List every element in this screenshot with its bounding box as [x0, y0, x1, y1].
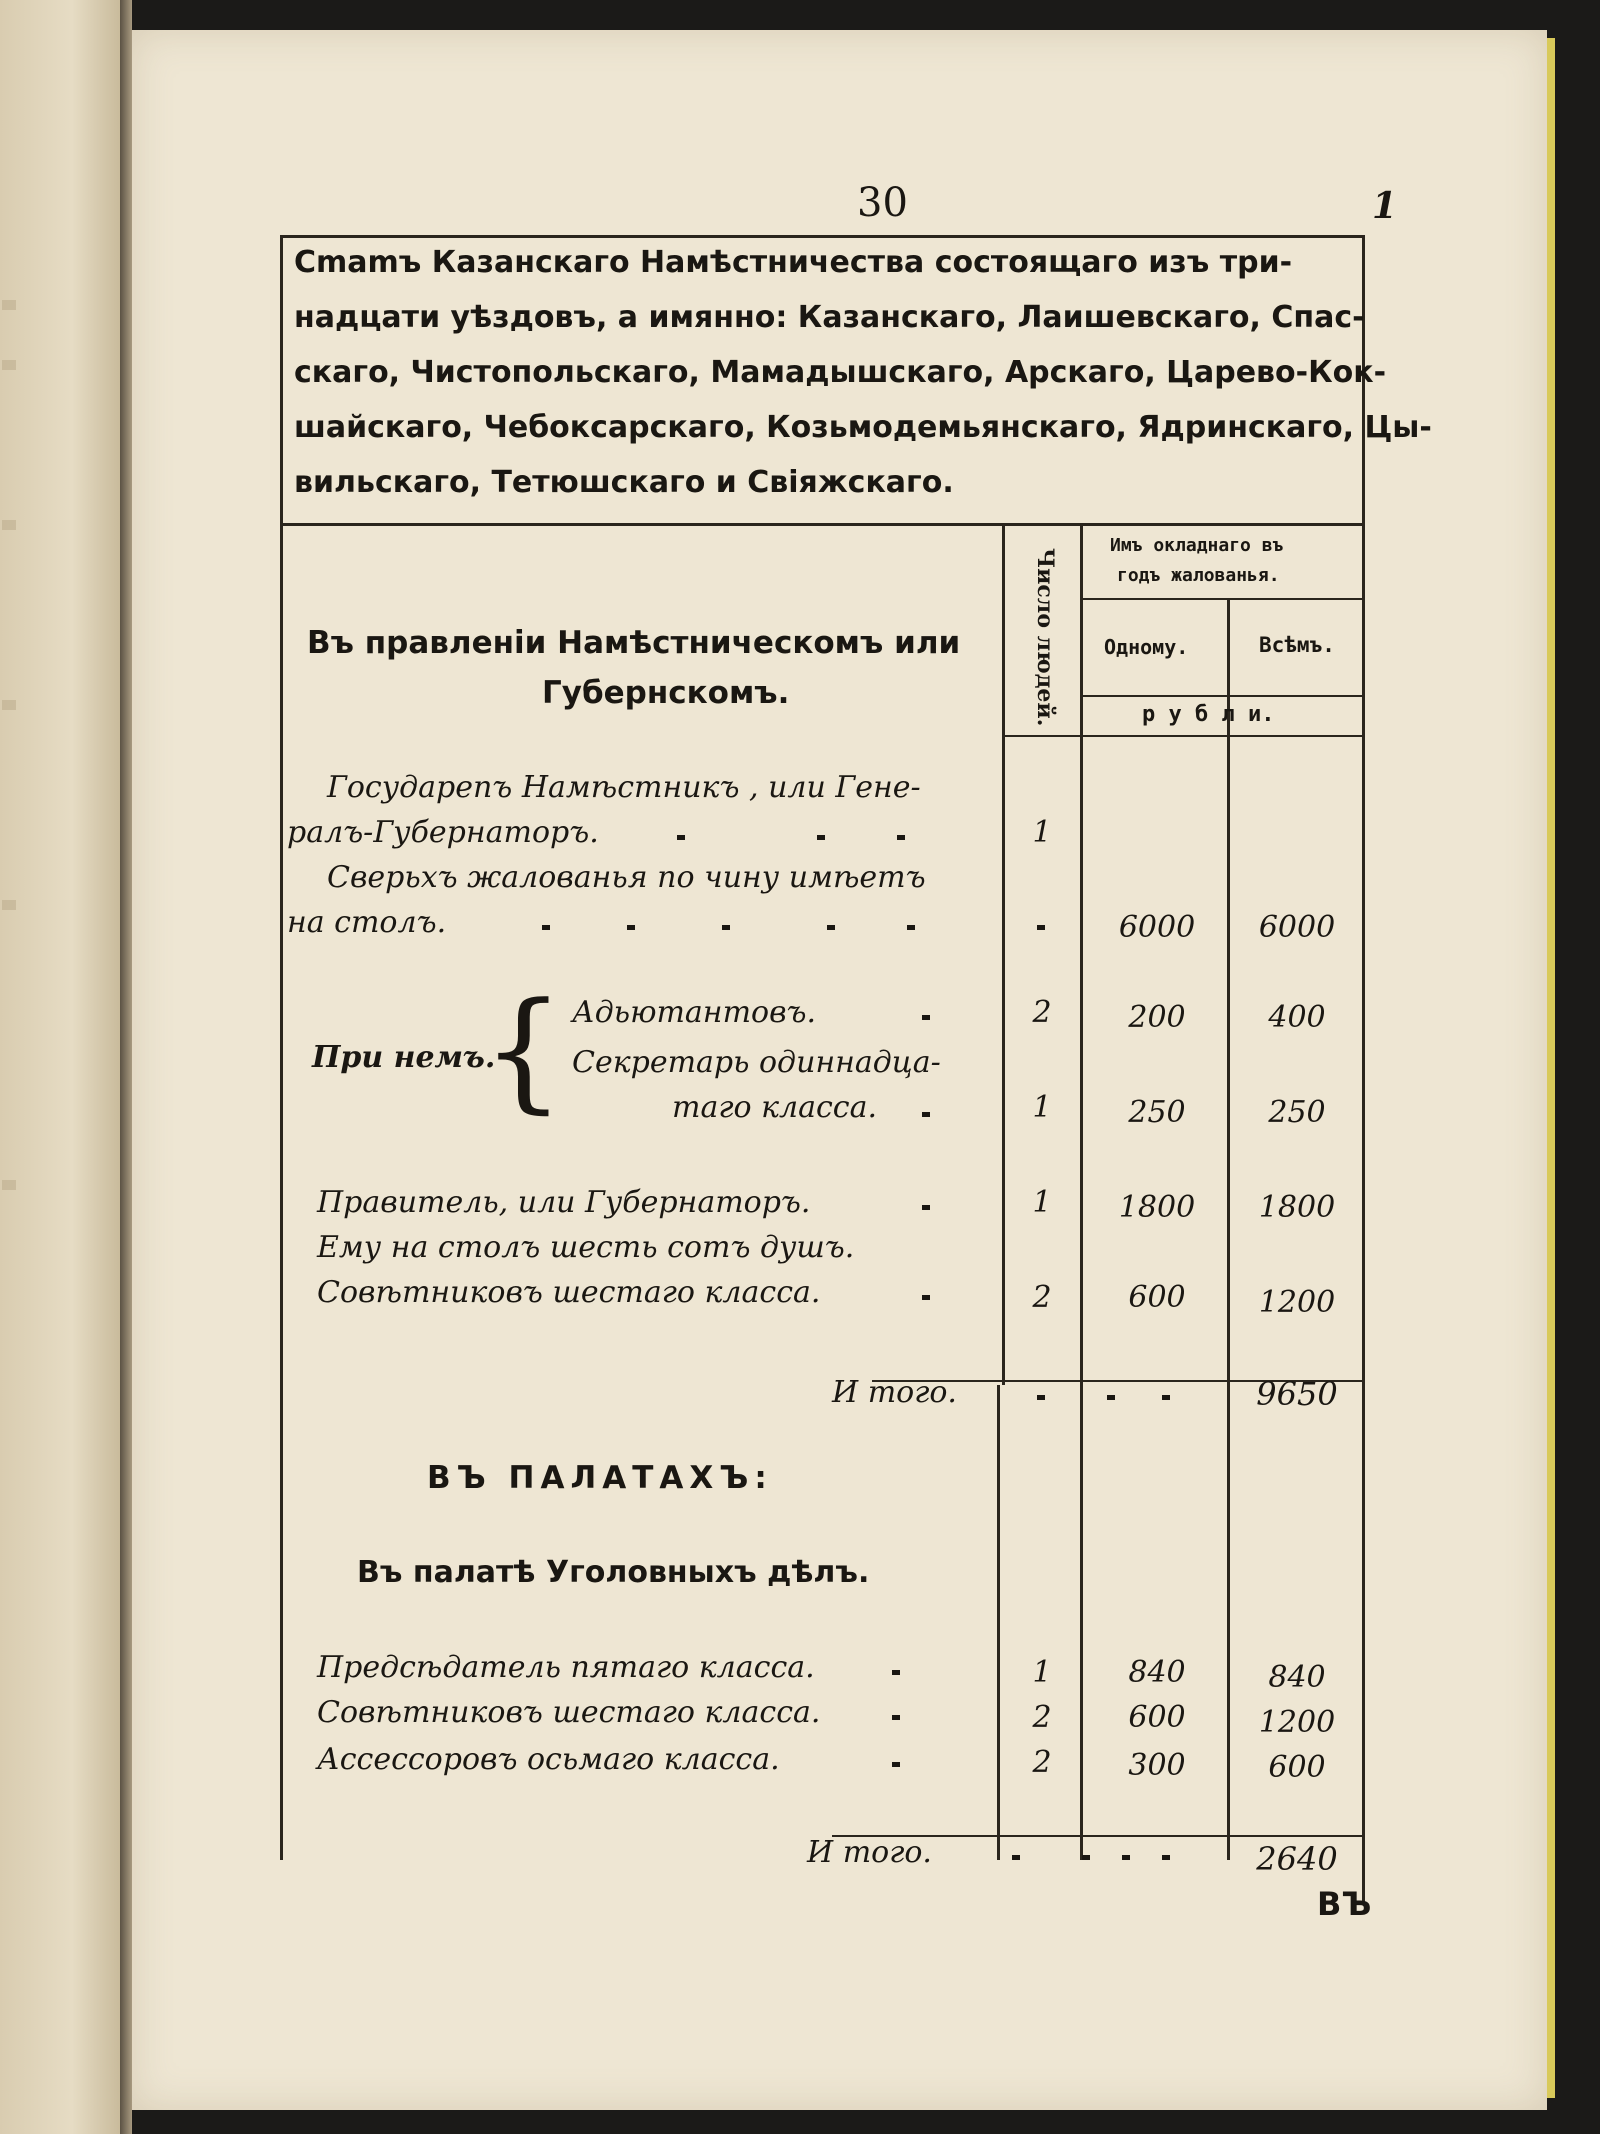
- corner-mark: 1: [1372, 185, 1398, 227]
- total1-label: И того.: [832, 1375, 957, 1410]
- pri-nem-label: При немъ.: [312, 1040, 496, 1075]
- one-col-label: Одному.: [1104, 635, 1189, 659]
- one-col-left: [1080, 525, 1083, 1860]
- title-line-4: шайскаго, Чебоксарскаго, Козьмодемьянскаго, Ядринскаго, Цы-: [294, 410, 1432, 445]
- section1-title-2: Губернскомъ.: [542, 675, 790, 711]
- left-page-edge: [0, 0, 122, 2134]
- row-councillors-one: 600: [1128, 1280, 1186, 1315]
- count-head-rule: [1002, 735, 1082, 737]
- title-line-2: надцати уѣздовъ, а имянно: Казанскаго, Лаишевскаго, Спас-: [294, 300, 1365, 335]
- title-line-5: вильскаго, Тетюшскаго и Свіяжскаго.: [294, 465, 954, 500]
- row-table-allowance-one: 6000: [1118, 910, 1196, 945]
- row-chairman: Предсѣдатель пятаго класса.: [317, 1650, 815, 1685]
- row-secretary-count: 1: [1032, 1090, 1052, 1125]
- table-left-border: [280, 525, 283, 1860]
- row-table-allowance-all: 6000: [1258, 910, 1336, 945]
- row-adjutants: Адьютантовъ.: [572, 995, 817, 1030]
- row-secretary-one: 250: [1128, 1095, 1186, 1130]
- salary-label-1: Имъ окладнаго въ: [1110, 535, 1284, 556]
- row-governor-all: 1800: [1258, 1190, 1336, 1225]
- row-chairman-one: 840: [1128, 1655, 1186, 1690]
- currency-label: р у б л и.: [1142, 702, 1275, 727]
- all-col-left: [1227, 600, 1230, 1860]
- row-governor-general-2: ралъ-Губернаторъ.: [287, 815, 599, 850]
- book-gutter: [120, 0, 132, 2134]
- count-col-left: [1002, 525, 1005, 1385]
- salary-head-rule: [1080, 598, 1365, 600]
- all-col-label: Всѣмъ.: [1259, 633, 1335, 657]
- count-col-left-lower: [997, 1385, 1000, 1860]
- row-governor: Правитель, или Губернаторъ.: [317, 1185, 811, 1220]
- row-councillors-count: 2: [1032, 1280, 1052, 1315]
- row-councillors-2: Совѣтниковъ шестаго класса.: [317, 1695, 821, 1730]
- page-number: 30: [857, 180, 908, 226]
- row-councillors-2-count: 2: [1032, 1700, 1052, 1735]
- title-line-1: Сmamъ Казанскаго Намѣстничества состоящаго изъ три-: [294, 245, 1293, 280]
- section2-subtitle: Въ палатѣ Уголовныхъ дѣлъ.: [357, 1555, 870, 1590]
- section1-title-1: Въ правленіи Намѣстническомъ или: [307, 625, 961, 661]
- salary-label-2: годъ жалованья.: [1117, 565, 1280, 586]
- section2-title: ВЪ ПАЛАТАХЪ:: [427, 1460, 773, 1496]
- row-table-allowance-1: Сверьхъ жалованья по чину имѣетъ: [327, 860, 926, 895]
- row-chairman-count: 1: [1032, 1655, 1052, 1690]
- row-adjutants-one: 200: [1128, 1000, 1186, 1035]
- total2-value: 2640: [1256, 1840, 1338, 1878]
- catchword: ВЪ: [1317, 1885, 1372, 1923]
- table-right-border: [1362, 525, 1365, 1905]
- row-table-souls: Ему на столъ шесть сотъ душъ.: [317, 1230, 855, 1265]
- row-secretary-2: таго класса.: [672, 1090, 878, 1125]
- total1-value: 9650: [1256, 1375, 1338, 1413]
- book-page: [132, 30, 1547, 2110]
- row-councillors-2-all: 1200: [1258, 1705, 1336, 1740]
- row-table-allowance-2: на столъ.: [287, 905, 447, 940]
- row-governor-general-count: 1: [1032, 815, 1052, 850]
- row-assessors-one: 300: [1128, 1748, 1186, 1783]
- row-governor-general-1: Государепъ Намѣстникъ , или Гене-: [327, 770, 921, 805]
- row-adjutants-count: 2: [1032, 995, 1052, 1030]
- row-governor-one: 1800: [1118, 1190, 1196, 1225]
- oneall-head-rule: [1080, 695, 1365, 697]
- row-assessors: Ассессоровъ осьмаго класса.: [317, 1742, 780, 1777]
- row-secretary-1: Секретарь одиннадцa-: [572, 1045, 941, 1080]
- row-governor-count: 1: [1032, 1185, 1052, 1220]
- row-assessors-count: 2: [1032, 1745, 1052, 1780]
- page-edge-strip: [1547, 38, 1555, 2098]
- total2-label: И того.: [807, 1835, 932, 1870]
- row-assessors-all: 600: [1268, 1750, 1326, 1785]
- currency-rule: [1080, 735, 1365, 737]
- count-col-label: Число людей.: [1032, 548, 1058, 727]
- brace-icon: {: [482, 974, 565, 1126]
- row-councillors-all: 1200: [1258, 1285, 1336, 1320]
- row-councillors: Совѣтниковъ шестаго класса.: [317, 1275, 821, 1310]
- row-chairman-all: 840: [1268, 1660, 1326, 1695]
- row-adjutants-all: 400: [1268, 1000, 1326, 1035]
- row-councillors-2-one: 600: [1128, 1700, 1186, 1735]
- row-secretary-all: 250: [1268, 1095, 1326, 1130]
- title-line-3: скаго, Чистопольскаго, Мамадышскаго, Арскаго, Царево-Кок-: [294, 355, 1387, 390]
